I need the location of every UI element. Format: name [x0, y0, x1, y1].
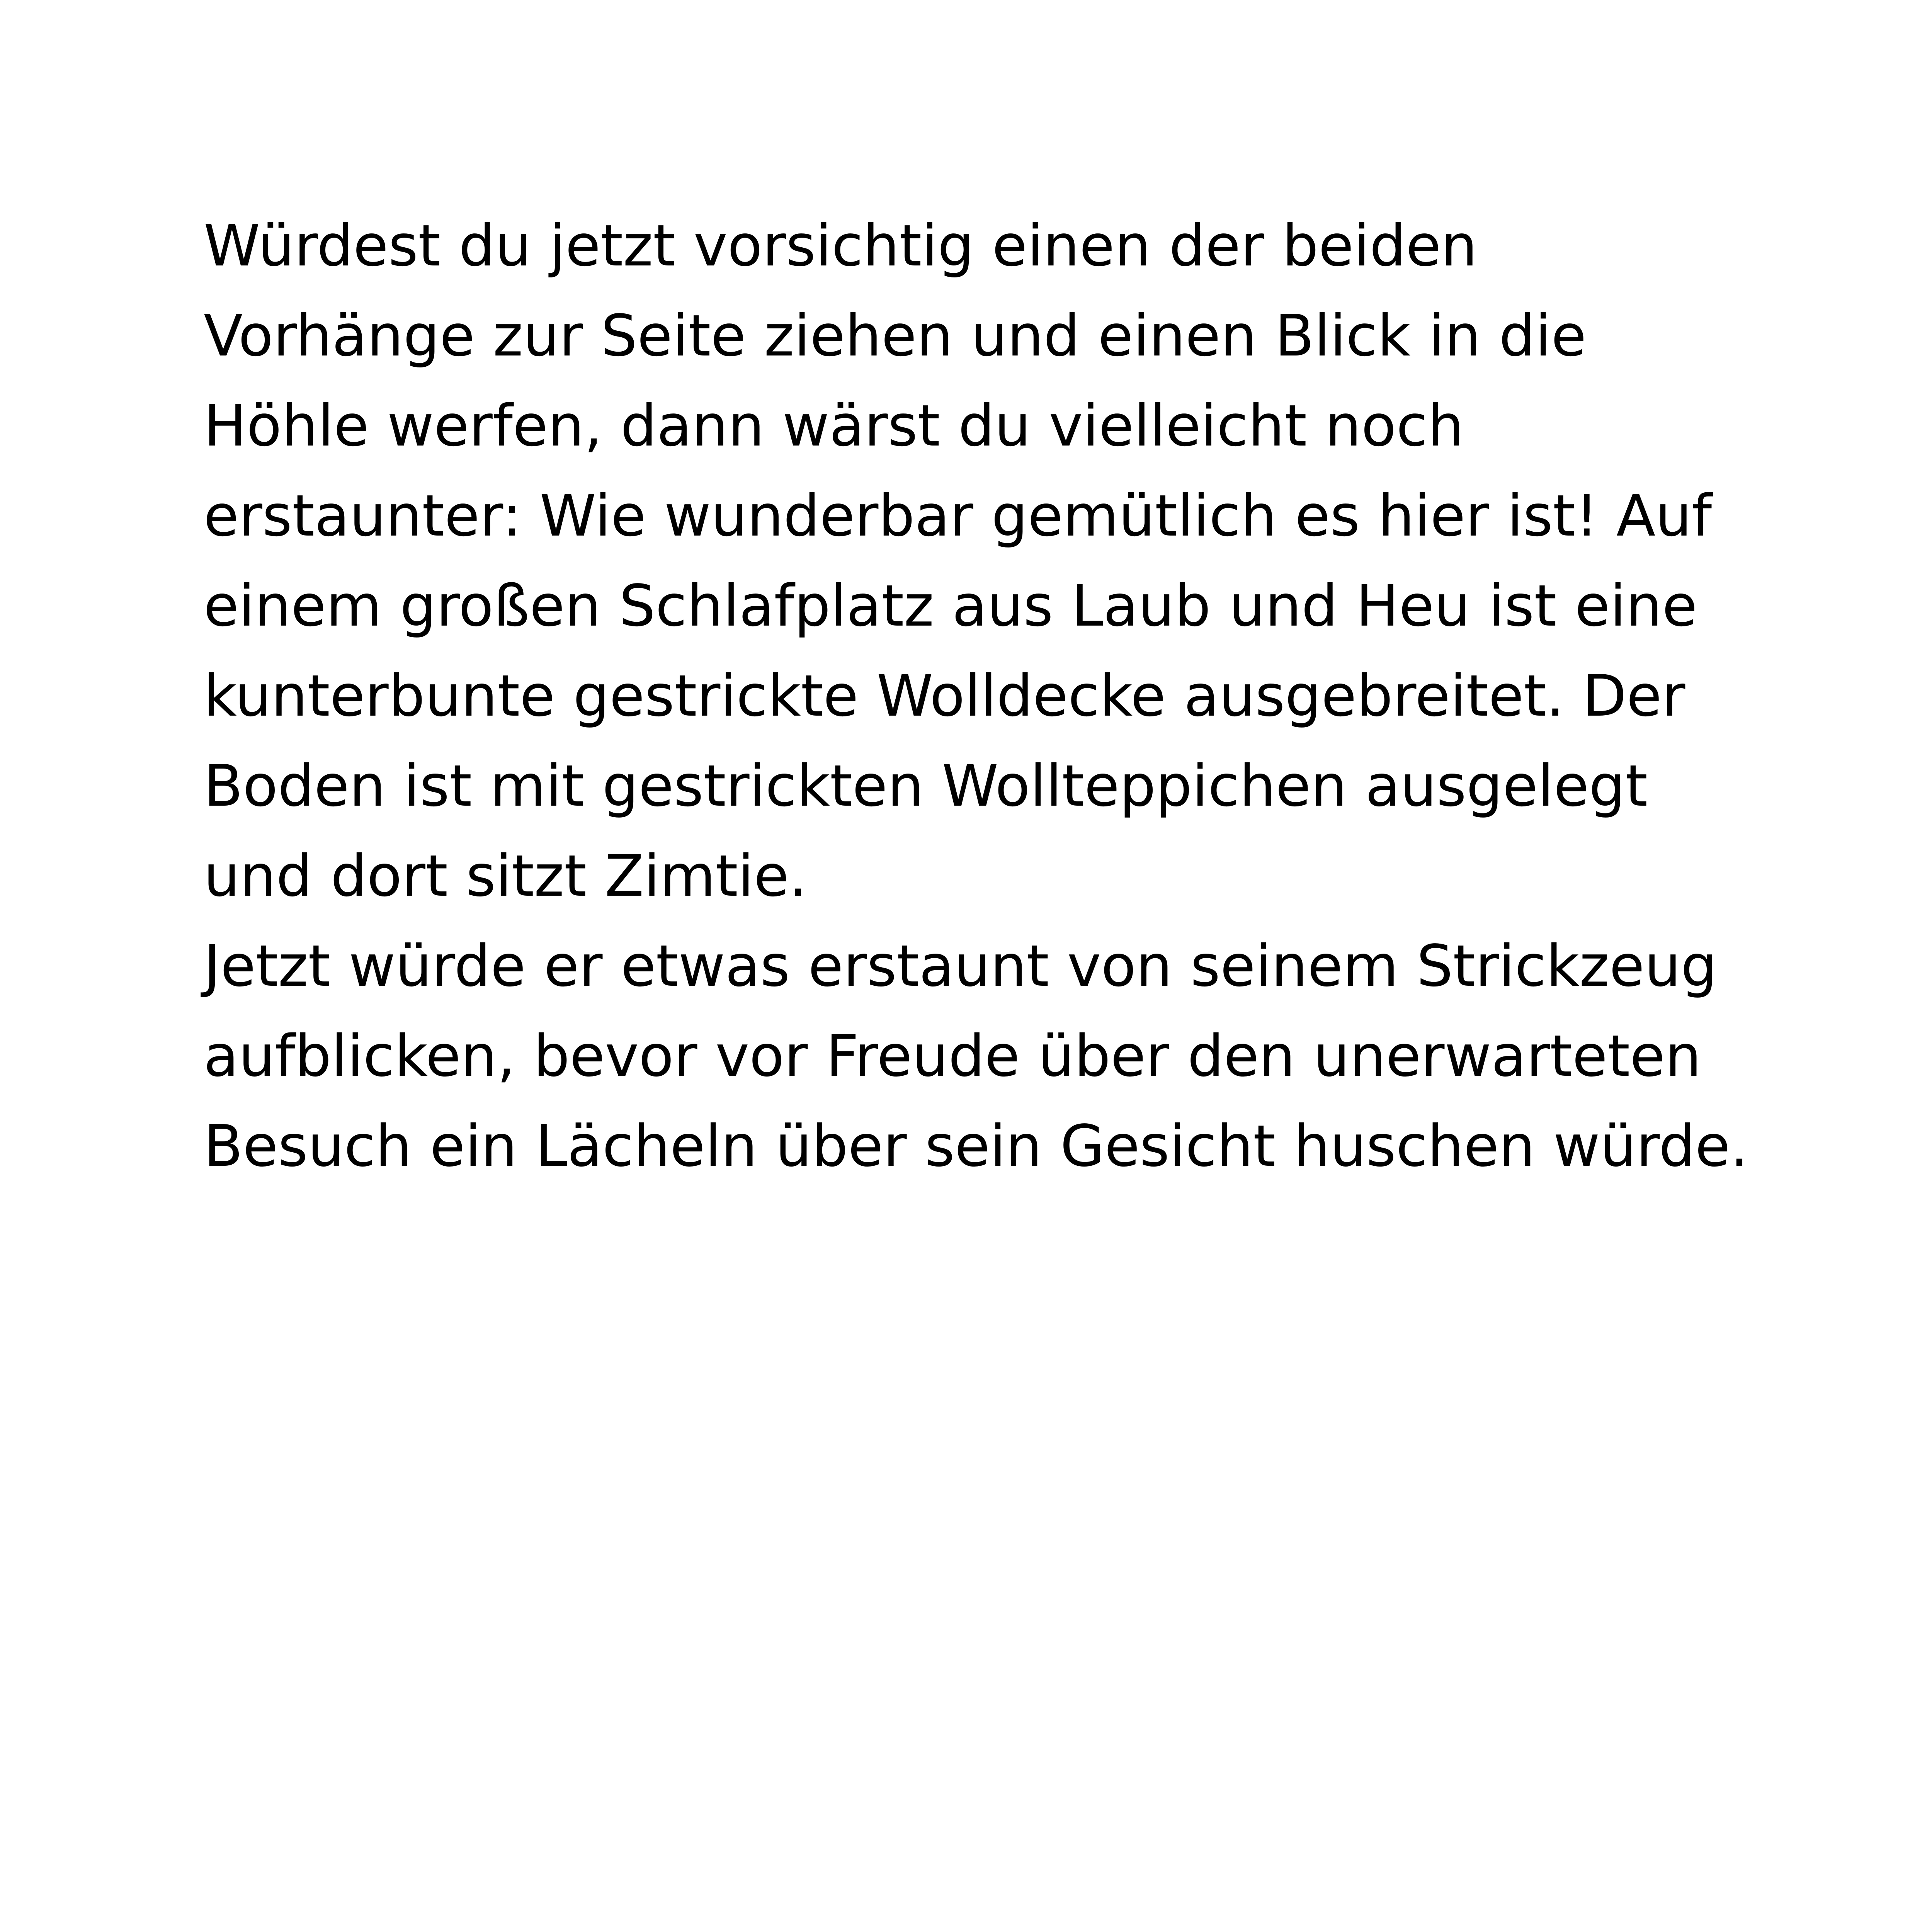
text-line: Boden ist mit gestrickten Wollteppichen ausgelegt — [204, 753, 1648, 819]
story-text — [204, 201, 1865, 1191]
text-line: Jetzt würde er etwas erstaunt von seinem Strickzeug — [204, 933, 1717, 999]
text-line: erstaunter: Wie wunderbar gemütlich es hier ist! Auf — [204, 483, 1712, 549]
text-line: und dort sitzt Zimtie. — [204, 843, 807, 909]
text-line: einem großen Schlafplatz aus Laub und Heu ist eine — [204, 573, 1697, 639]
text-line: kunterbunte gestrickte Wolldecke ausgebreitet. Der — [204, 663, 1685, 729]
text-line: Vorhänge zur Seite ziehen und einen Blick in die — [204, 303, 1587, 369]
text-line: Würdest du jetzt vorsichtig einen der beiden — [204, 213, 1478, 279]
text-line: aufblicken, bevor vor Freude über den unerwarteten — [204, 1023, 1702, 1089]
text-line: Höhle werfen, dann wärst du vielleicht noch — [204, 393, 1464, 459]
text-line: Besuch ein Lächeln über sein Gesicht huschen würde. — [204, 1113, 1749, 1179]
